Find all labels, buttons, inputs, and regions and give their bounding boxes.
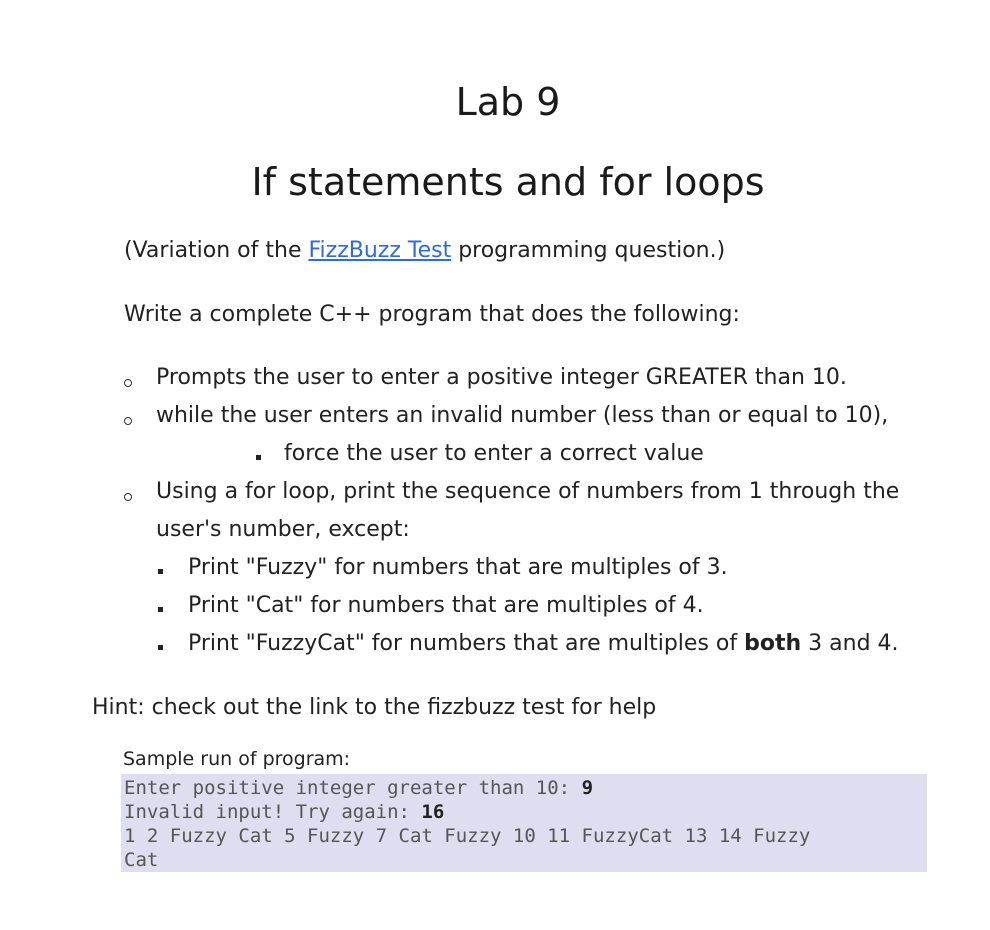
sub-bullet-cat: Print "Cat" for numbers that are multiples of 4. [188,593,704,618]
intro-after-link: programming question.) [451,238,726,263]
sample-line-4: Cat [124,849,159,871]
page-title: Lab 9 [455,80,561,124]
sub-bullet-force: force the user to enter a correct value [284,441,704,466]
bullet-for-loop-line1: Using a for loop, print the sequence of numbers from 1 through the [156,479,900,504]
square-bullet-icon [256,455,261,460]
square-bullet-icon [158,645,163,650]
intro-before-link: (Variation of the [124,238,309,263]
circle-bullet-icon [124,493,132,501]
square-bullet-icon [158,569,163,574]
sample-line-3: 1 2 Fuzzy Cat 5 Fuzzy 7 Cat Fuzzy 10 11 FuzzyCat 13 14 Fuzzy [124,825,811,847]
sample-run-label: Sample run of program: [123,748,351,770]
fuzzycat-text-before: Print "FuzzyCat" for numbers that are multiples of [188,631,745,656]
sample-line-1-input: 9 [581,777,594,799]
fuzzycat-bold-both: both [744,631,802,656]
sub-bullet-fuzzycat [188,631,899,656]
sample-line-2-prompt: Invalid input! Try again: [124,801,422,823]
bullet-while: while the user enters an invalid number (less than or equal to 10), [156,403,889,428]
sample-line-2 [124,801,444,823]
circle-bullet-icon [124,417,132,425]
circle-bullet-icon [124,379,132,387]
page-subtitle: If statements and for loops [251,160,765,204]
hint-text: Hint: check out the link to the fizzbuzz test for help [92,695,657,720]
sub-bullet-fuzzy: Print "Fuzzy" for numbers that are multiples of 3. [188,555,728,580]
fizzbuzz-link[interactable]: FizzBuzz Test [308,238,452,263]
sample-line-1 [124,777,593,799]
bullet-for-loop-line2: user's number, except: [156,517,410,542]
sample-line-2-input: 16 [421,801,445,823]
instruction-text: Write a complete C++ program that does the following: [124,302,740,327]
bullet-prompt: Prompts the user to enter a positive integer GREATER than 10. [156,365,847,390]
sample-line-1-prompt: Enter positive integer greater than 10: [124,777,582,799]
fuzzycat-text-after: 3 and 4. [801,631,899,656]
intro-text [124,238,725,263]
square-bullet-icon [158,607,163,612]
